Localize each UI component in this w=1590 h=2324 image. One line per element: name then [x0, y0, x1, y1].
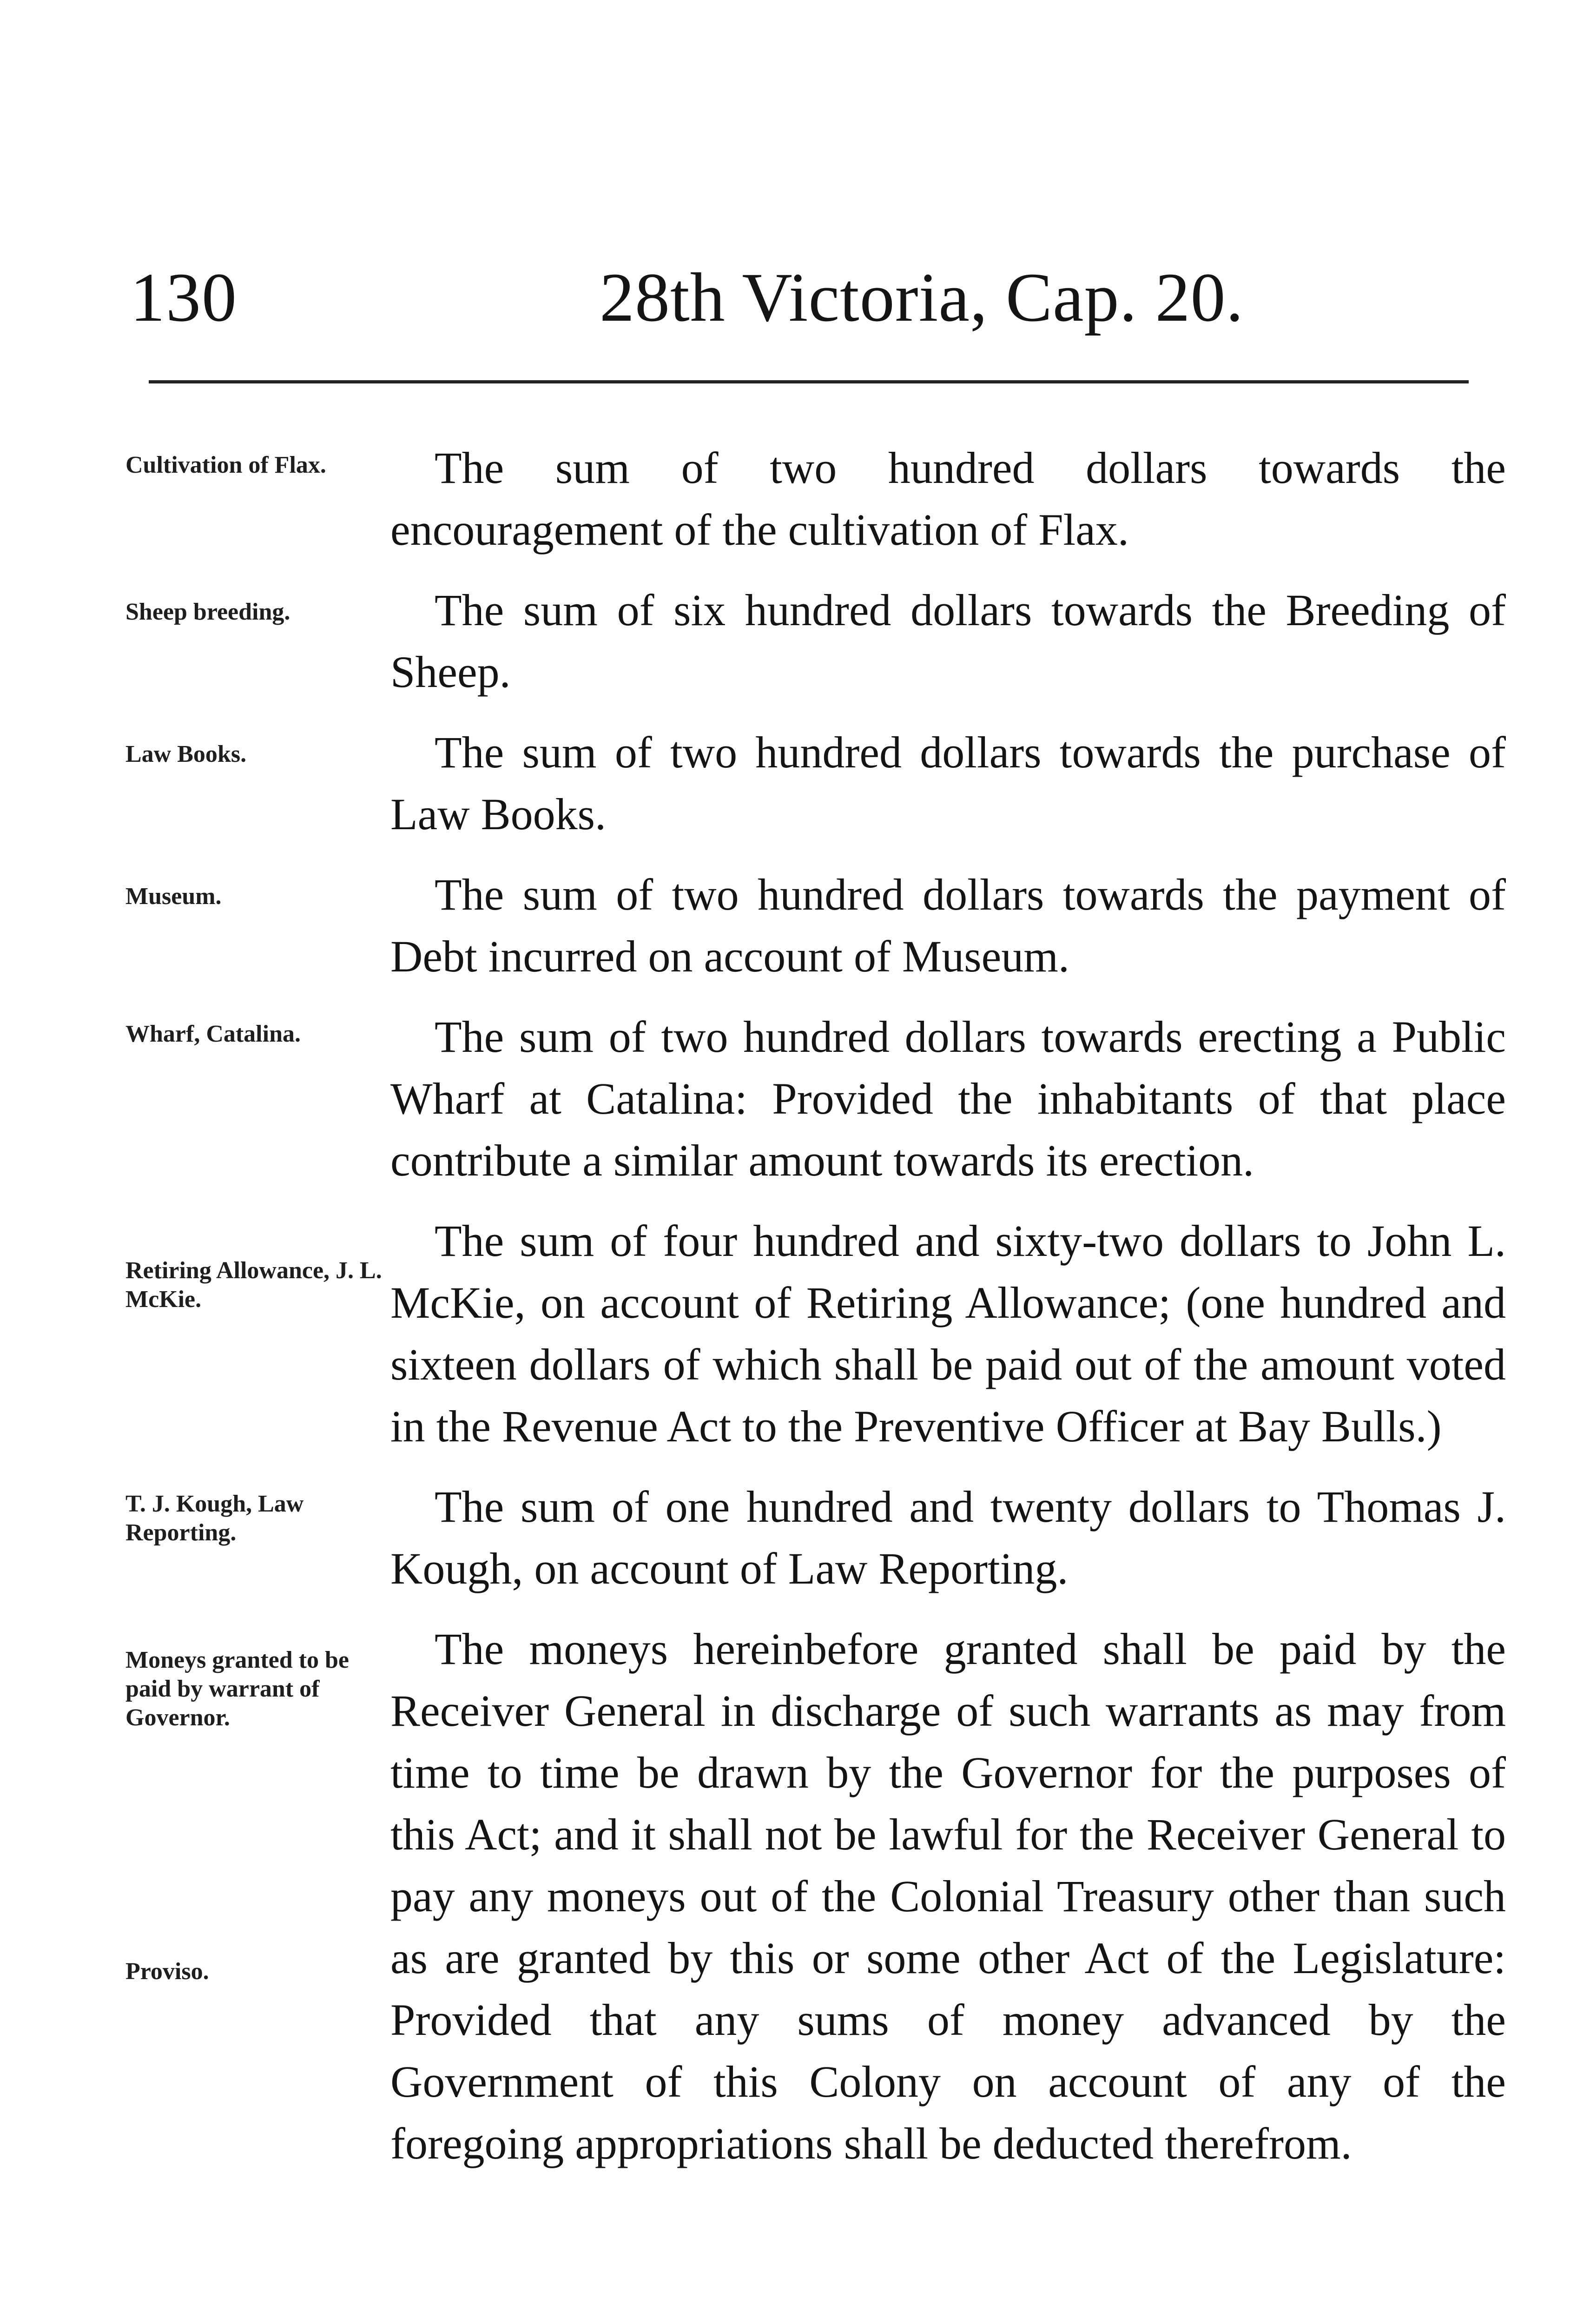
- paragraph-flax: The sum of two hundred dollars towards the encouragement of the cultivation of Flax.: [390, 443, 1506, 555]
- side-note-wharf: Wharf, Catalina.: [125, 1021, 301, 1047]
- side-note-flax: Cultivation of Flax.: [125, 452, 326, 478]
- side-note-sheep: Sheep breeding.: [125, 599, 290, 625]
- page-number: 130: [130, 259, 238, 336]
- header-rule: [149, 380, 1469, 383]
- paragraph-law-reporting: The sum of one hundred and twenty dollars to Thomas J. Kough, on account of Law Reporting.: [390, 1482, 1506, 1593]
- side-note-museum: Museum.: [125, 883, 222, 910]
- section-retiring-allowance: [0, 1210, 1590, 1457]
- section-law-reporting: [0, 1476, 1590, 1599]
- section-wharf: [0, 1006, 1590, 1191]
- paragraph-wharf: The sum of two hundred dollars towards erecting a Public Wharf at Catalina: Provided the inhabitants of that place contribute a similar amount towards its erection.: [390, 1012, 1506, 1185]
- paragraph-moneys-granted: The moneys hereinbefore granted shall be paid by the Receiver General in discharge of such warrants as may from time to time be drawn by the Governor for the purposes of this Act; and it shall not be lawful for the Receiver General to pay any moneys out of the Colonial Treasury other than such as are granted by this or some other Act of the Legislature: Provided that any sums of money advanced by the Government of this Colony on account of any of the foregoing appropriations shall be deducted therefrom.: [390, 1624, 1506, 2168]
- page-body: [0, 437, 1590, 2193]
- side-note-retiring-allowance: Retiring Allowance, J. L. McKie.: [125, 1257, 382, 1313]
- side-note-law-books: Law Books.: [125, 741, 247, 767]
- page-header: [0, 260, 1590, 353]
- paragraph-museum: The sum of two hundred dollars towards the payment of Debt incurred on account of Museum.: [390, 870, 1506, 981]
- section-moneys-granted: [0, 1618, 1590, 2174]
- side-note-law-reporting: T. J. Kough, Law Reporting.: [125, 1491, 304, 1546]
- section-flax: [0, 437, 1590, 561]
- side-note-moneys-granted: Moneys granted to be paid by warrant of Governor.: [125, 1647, 349, 1731]
- paragraph-sheep: The sum of six hundred dollars towards the Breeding of Sheep.: [390, 585, 1506, 697]
- paragraph-law-books: The sum of two hundred dollars towards the purchase of Law Books.: [390, 727, 1506, 839]
- side-note-proviso: Proviso.: [125, 1958, 209, 1985]
- section-sheep: [0, 579, 1590, 703]
- section-museum: [0, 864, 1590, 987]
- paragraph-retiring-allowance: The sum of four hundred and sixty-two dollars to John L. McKie, on account of Retiring Allowance; (one hundred and sixteen dollars of which shall be paid out of the amount voted in the Revenue Act to the Preventive Officer at Bay Bulls.): [390, 1216, 1506, 1451]
- running-title: 28th Victoria, Cap. 20.: [600, 259, 1244, 336]
- section-law-books: [0, 721, 1590, 845]
